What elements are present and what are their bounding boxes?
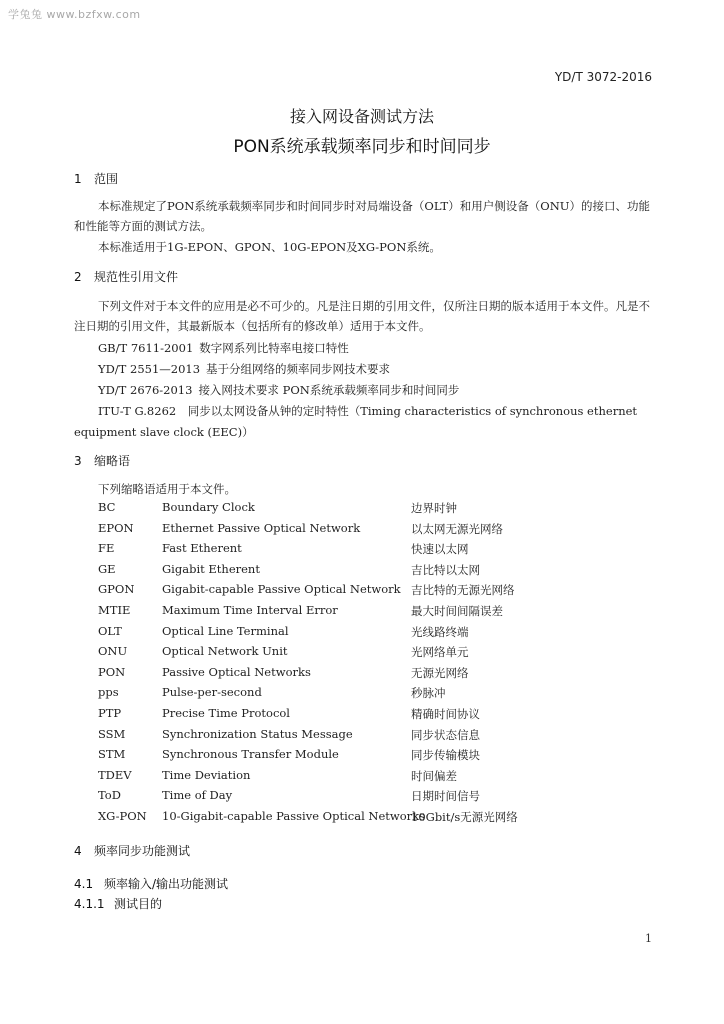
abbr-code: XG-PON xyxy=(98,808,147,823)
abbr-code: TDEV xyxy=(98,767,132,782)
abbr-english: Time Deviation xyxy=(162,767,251,782)
reference-code: YD/T 2676-2013 xyxy=(98,383,193,397)
reference-item xyxy=(98,340,349,356)
abbr-english: Pulse-per-second xyxy=(162,685,262,700)
section-1-applicability: 本标准适用于1G-EPON、GPON、10G-EPON及XG-PON系统。 xyxy=(98,240,441,254)
abbr-code: PTP xyxy=(98,705,122,720)
abbr-chinese: 快速以太网 xyxy=(411,542,469,557)
abbr-code: EPON xyxy=(98,520,134,535)
abbr-code: BC xyxy=(98,500,116,514)
section-title: 规范性引用文件 xyxy=(94,270,179,284)
abbr-english: Precise Time Protocol xyxy=(162,705,290,720)
reference-code: GB/T 7611-2001 xyxy=(98,341,194,355)
abbr-english: Fast Etherent xyxy=(162,541,242,556)
reference-title: 数字网系列比特率电接口特性 xyxy=(199,341,349,355)
abbr-english: Gigabit Etherent xyxy=(162,561,260,576)
abbr-chinese: 边界时钟 xyxy=(411,501,457,515)
abbr-chinese: 无源光网络 xyxy=(411,665,469,680)
section-title: 频率同步功能测试 xyxy=(94,844,191,858)
section-4-1-heading xyxy=(74,875,228,892)
document-title: 接入网设备测试方法 xyxy=(289,107,434,126)
abbr-code: OLT xyxy=(98,623,122,638)
section-4-heading xyxy=(74,842,190,859)
section-title: 范围 xyxy=(94,172,119,186)
abbr-chinese: 光网络单元 xyxy=(411,645,469,660)
reference-item xyxy=(98,361,390,377)
section-2-heading xyxy=(74,268,178,285)
section-number: 1 xyxy=(74,172,82,186)
section-title: 频率输入/输出功能测试 xyxy=(104,877,229,891)
abbr-chinese: 日期时间信号 xyxy=(411,789,480,804)
reference-itu-line-cont: equipment slave clock (EEC)） xyxy=(74,425,254,439)
abbr-chinese: 同步传输模块 xyxy=(411,748,480,763)
abbr-english: Synchronous Transfer Module xyxy=(162,747,339,762)
abbr-chinese: 吉比特的无源光网络 xyxy=(411,583,515,598)
abbr-code: FE xyxy=(98,541,115,556)
abbr-code: ONU xyxy=(98,644,128,659)
reference-code: YD/T 2551—2013 xyxy=(98,362,201,376)
abbr-chinese: 同步状态信息 xyxy=(411,727,480,742)
reference-title: 基于分组网络的频率同步网技术要求 xyxy=(206,362,391,376)
section-number: 2 xyxy=(74,270,82,284)
section-1-paragraph: 本标准规定了PON系统承载频率同步和时间同步时对局端设备（OLT）和用户侧设备（ONU）的接口、功能和性能等方面的测试方法。 xyxy=(74,199,650,233)
abbr-code: GPON xyxy=(98,582,135,597)
abbr-chinese: 吉比特以太网 xyxy=(411,562,480,577)
abbr-english: Optical Network Unit xyxy=(162,644,288,659)
document-subtitle: PON系统承载频率同步和时间同步 xyxy=(233,137,491,157)
abbr-chinese: 秒脉冲 xyxy=(411,686,446,701)
abbr-chinese: 以太网无源光网络 xyxy=(411,521,503,536)
abbr-code: MTIE xyxy=(98,602,131,617)
reference-item xyxy=(98,382,459,398)
section-number: 4.1.1 xyxy=(74,897,105,911)
abbr-chinese: 最大时间间隔误差 xyxy=(411,603,503,618)
abbr-code: pps xyxy=(98,685,119,700)
section-title: 缩略语 xyxy=(94,454,131,468)
section-2-intro: 下列文件对于本文件的应用是必不可少的。凡是注日期的引用文件，仅所注日期的版本适用于本文件。凡是不注日期的引用文件，其最新版本（包括所有的修改单）适用于本文件。 xyxy=(74,299,650,333)
section-number: 4.1 xyxy=(74,877,94,891)
section-1-heading xyxy=(74,170,118,187)
page-number: 1 xyxy=(645,932,652,945)
abbr-code: STM xyxy=(98,747,126,762)
reference-itu-line: ITU-T G.8262 同步以太网设备从钟的定时特性（Timing characteristics of synchronous ethernet xyxy=(98,404,638,418)
abbr-english: Maximum Time Interval Error xyxy=(162,602,338,617)
section-3-heading xyxy=(74,452,130,469)
section-title: 测试目的 xyxy=(114,897,163,911)
abbr-code: GE xyxy=(98,561,116,576)
abbr-english: Optical Line Terminal xyxy=(162,623,289,638)
abbr-english: Synchronization Status Message xyxy=(162,726,353,741)
abbr-code: ToD xyxy=(98,788,121,803)
abbr-chinese: 10Gbit/s无源光网络 xyxy=(411,809,518,824)
reference-title: 接入网技术要求 PON系统承载频率同步和时间同步 xyxy=(198,383,460,397)
section-number: 3 xyxy=(74,454,82,468)
abbr-english: Time of Day xyxy=(162,788,233,803)
abbr-english: Boundary Clock xyxy=(162,500,255,514)
abbr-english: 10-Gigabit-capable Passive Optical Networks xyxy=(162,808,426,823)
section-3-intro: 下列缩略语适用于本文件。 xyxy=(98,482,236,496)
abbr-code: SSM xyxy=(98,726,126,741)
watermark: 学兔兔 www.bzfxw.com xyxy=(8,8,141,21)
section-4-1-1-heading xyxy=(74,895,162,912)
abbr-code: PON xyxy=(98,664,126,679)
standard-code: YD/T 3072-2016 xyxy=(554,70,652,84)
abbr-chinese: 时间偏差 xyxy=(411,768,457,783)
section-number: 4 xyxy=(74,844,82,858)
abbr-english: Passive Optical Networks xyxy=(162,664,311,679)
abbr-chinese: 精确时间协议 xyxy=(411,706,480,721)
abbr-chinese: 光线路终端 xyxy=(411,624,469,639)
abbr-english: Gigabit-capable Passive Optical Network xyxy=(162,582,401,597)
abbr-english: Ethernet Passive Optical Network xyxy=(162,520,361,535)
